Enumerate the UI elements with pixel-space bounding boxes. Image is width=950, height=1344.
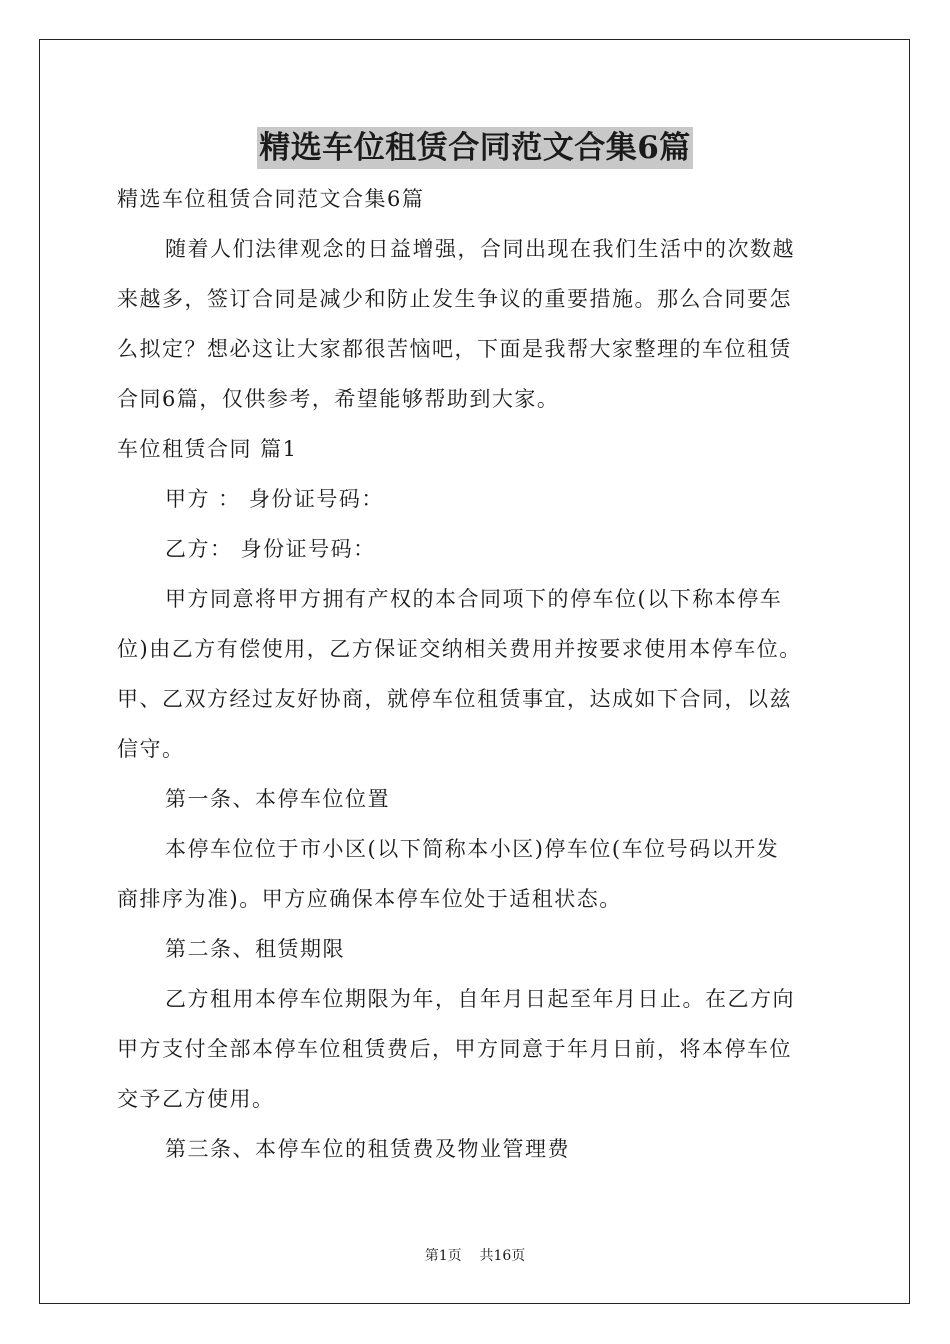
party-a-line: 甲方 ： 身份证号码： (165, 487, 384, 511)
paragraph-line: 乙方租用本停车位期限为年，自年月日起至年月日止。在乙方向 (165, 987, 795, 1011)
paragraph-line: 本停车位位于市小区(以下简称本小区)停车位(车位号码以开发 (165, 837, 780, 861)
subtitle-line: 精选车位租赁合同范文合集6篇 (117, 187, 425, 211)
paragraph-line: 随着人们法律观念的日益增强，合同出现在我们生活中的次数越 (165, 237, 795, 261)
paragraph-line: 么拟定？想必这让大家都很苦恼吧，下面是我帮大家整理的车位租赁 (117, 337, 792, 361)
page-footer (0, 1246, 950, 1266)
article-heading: 第一条、本停车位位置 (165, 787, 390, 811)
document-title: 精选车位租赁合同范文合集6篇 (257, 127, 693, 169)
paragraph-line: 来越多，签订合同是减少和防止发生争议的重要措施。那么合同要怎 (117, 287, 792, 311)
paragraph-line: 交予乙方使用。 (117, 1087, 275, 1111)
title-container (0, 127, 950, 169)
page-border (39, 39, 910, 1304)
paragraph-line: 甲方支付全部本停车位租赁费后，甲方同意于年月日前，将本停车位 (117, 1037, 792, 1061)
paragraph-line: 甲、乙双方经过友好协商，就停车位租赁事宜，达成如下合同，以兹 (117, 687, 792, 711)
paragraph-line: 甲方同意将甲方拥有产权的本合同项下的停车位(以下称本停车 (165, 587, 783, 611)
party-b-line: 乙方： 身份证号码： (165, 537, 376, 561)
paragraph-line: 信守。 (117, 737, 185, 761)
paragraph-line: 合同6篇，仅供参考，希望能够帮助到大家。 (117, 387, 560, 411)
paragraph-line: 位)由乙方有偿使用，乙方保证交纳相关费用并按要求使用本停车位。 (117, 637, 802, 661)
paragraph-line: 商排序为准)。甲方应确保本停车位处于适租状态。 (117, 887, 622, 911)
section-heading: 车位租赁合同 篇1 (117, 437, 298, 461)
article-heading: 第二条、租赁期限 (165, 937, 345, 961)
page-number-label: 第1页 共16页 (424, 1248, 526, 1264)
article-heading: 第三条、本停车位的租赁费及物业管理费 (165, 1137, 570, 1161)
